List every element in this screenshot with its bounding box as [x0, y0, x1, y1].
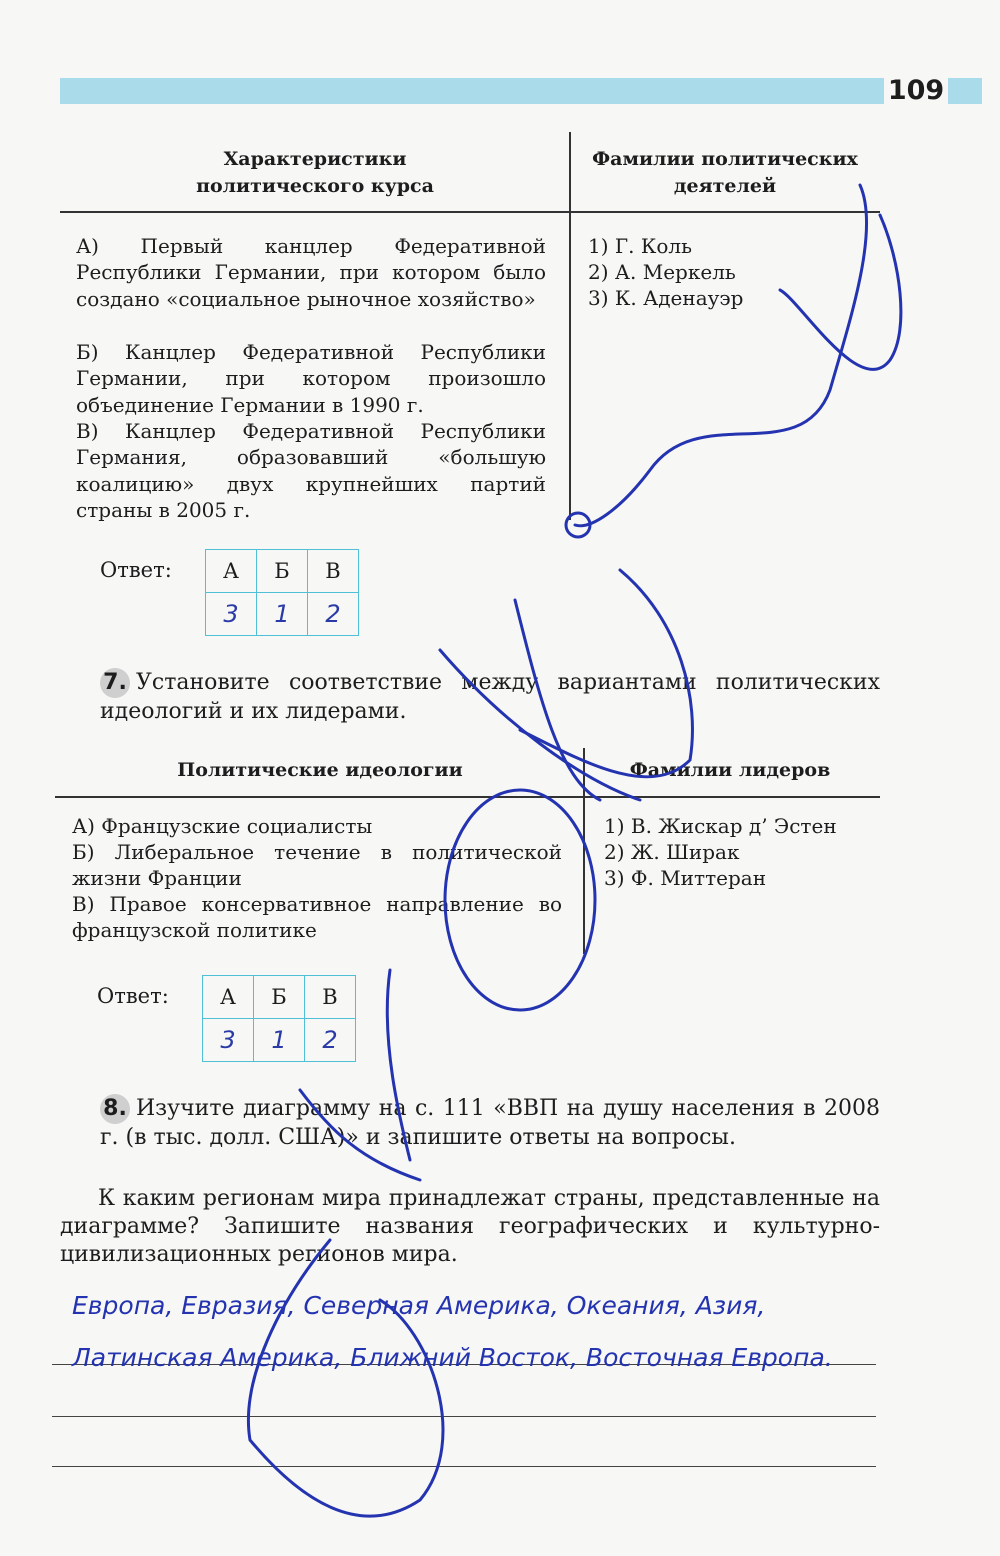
task7-question-text: Установите соответствие между вариантами политических идеологий и их лидерами.: [100, 670, 880, 724]
pen-scribble-5: [440, 650, 640, 800]
task6-row-b: Б) Канцлер Федеративной Республики Германии, при котором произошло объединение Германии в 1990 г.: [76, 340, 546, 417]
task8-number: 8.: [100, 1094, 130, 1124]
pen-scribble-1: [575, 185, 867, 526]
pen-scribble-6: [387, 970, 410, 1160]
task6-name-1: 1) Г. Коль: [588, 234, 692, 258]
task6-col2-header: Фамилии политических деятелей: [592, 148, 858, 197]
task6-answer-header-c: В: [308, 550, 359, 593]
task6-answer-c[interactable]: 2: [308, 593, 359, 636]
task8-question-text: Изучите диаграмму на с. 111 «ВВП на душу населения в 2008 г. (в тыс. долл. США)» и запишите ответы на вопросы.: [100, 1096, 880, 1150]
task7-col2-header: Фамилии лидеров: [629, 759, 831, 781]
task6-answer-header-a: А: [206, 550, 257, 593]
task7-answer-header-c: В: [305, 976, 356, 1019]
task7-col1-header: Политические идеологии: [177, 759, 463, 781]
task7-answer-c[interactable]: 2: [305, 1019, 356, 1062]
task7-answer-label: Ответ:: [97, 984, 169, 1008]
task7-answer-b[interactable]: 1: [254, 1019, 305, 1062]
task6-name-2: 2) А. Меркель: [588, 260, 736, 284]
pen-circle-2: [445, 790, 595, 1010]
task6-answer-b[interactable]: 1: [257, 593, 308, 636]
task8-handwritten-answer[interactable]: Европа, Евразия, Северная Америка, Океания, Азия, Латинская Америка, Ближний Восток, Восточная Европа.: [72, 1291, 833, 1372]
pen-scribble-4: [515, 600, 600, 800]
task6-answer-label: Ответ:: [100, 558, 172, 582]
task7-name-3: 3) Ф. Миттеран: [604, 866, 767, 890]
task7-number: 7.: [100, 668, 130, 698]
task6-col1-header: Характеристики политического курса: [196, 148, 434, 197]
task7-row-b: Б) Либеральное течение в политической жизни Франции: [72, 840, 562, 891]
task6-name-3: 3) К. Аденауэр: [588, 286, 744, 310]
task7-row-c: В) Правое консервативное направление во французской политике: [72, 892, 562, 943]
page-number: 109: [884, 74, 948, 108]
task6-row-c: В) Канцлер Федеративной Республики Германия, образовавший «большую коалицию» двух крупнейших партий страны в 2005 г.: [76, 419, 546, 522]
task6-row-a: А) Первый канцлер Федеративной Республики Германии, при котором было создано «социальное рыночное хозяйство»: [76, 234, 546, 311]
task7-answer-a[interactable]: 3: [203, 1019, 254, 1062]
task6-answer-header-b: Б: [257, 550, 308, 593]
task6-answer-a[interactable]: 3: [206, 593, 257, 636]
task7-name-1: 1) В. Жискар д’ Эстен: [604, 814, 837, 838]
pen-scribble-3: [520, 570, 692, 777]
pen-scribble-2: [780, 215, 901, 369]
task8-subquestion: К каким регионам мира принадлежат страны, представленные на диаграмме? Запишите названия географических и культурно-цивилизационных регионов мира.: [60, 1186, 880, 1267]
pen-scribble-8: [248, 1240, 443, 1516]
task7-name-2: 2) Ж. Ширак: [604, 840, 740, 864]
pen-scribble-7: [300, 1090, 420, 1180]
task7-answer-header-b: Б: [254, 976, 305, 1019]
task7-answer-header-a: А: [203, 976, 254, 1019]
task7-row-a: А) Французские социалисты: [72, 814, 373, 838]
